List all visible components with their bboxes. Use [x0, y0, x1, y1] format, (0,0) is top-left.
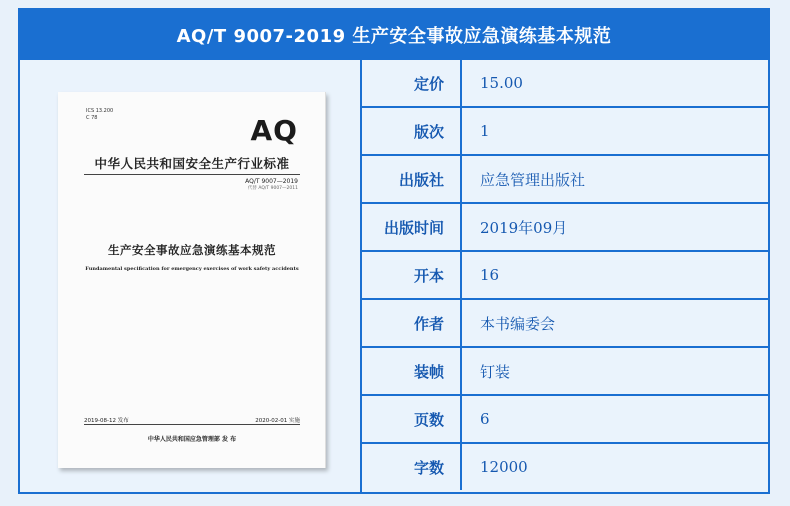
- spec-value: 12000: [480, 458, 528, 476]
- spec-label: 页数: [362, 396, 462, 442]
- spec-row-format: [362, 252, 768, 300]
- cover-implemented-date: 2020-02-01 实施: [255, 418, 300, 424]
- spec-row-price: [362, 60, 768, 108]
- spec-row-edition: [362, 108, 768, 156]
- cover-rule-bottom: [84, 424, 300, 425]
- spec-value: 1: [480, 122, 490, 140]
- cover-logo: AQ: [250, 114, 298, 147]
- cover-rule-top: [84, 174, 300, 175]
- cover-published-date: 2019-08-12 发布: [84, 418, 129, 424]
- spec-value: 6: [480, 410, 490, 428]
- cover-title-cn: 生产安全事故应急演练基本规范: [108, 243, 276, 257]
- spec-row-publish-date: [362, 204, 768, 252]
- cover-cell: [20, 60, 362, 492]
- cover-issuer: 中华人民共和国应急管理部 发 布: [147, 436, 237, 443]
- spec-label: 作者: [362, 300, 462, 346]
- spec-value: 钉装: [480, 362, 511, 381]
- spec-row-pages: [362, 396, 768, 444]
- product-info-panel: [18, 8, 770, 494]
- spec-label: 字数: [362, 444, 462, 490]
- spec-row-author: [362, 300, 768, 348]
- book-cover-image: [58, 92, 326, 468]
- spec-label: 装帧: [362, 348, 462, 394]
- spec-row-word-count: [362, 444, 768, 490]
- spec-value: 2019年09月: [480, 218, 568, 237]
- spec-label: 定价: [362, 60, 462, 106]
- cover-standard-series: 中华人民共和国安全生产行业标准: [94, 156, 290, 171]
- spec-value: 16: [480, 266, 500, 284]
- spec-label: 开本: [362, 252, 462, 298]
- spec-row-publisher: [362, 156, 768, 204]
- spec-value: 本书编委会: [480, 314, 556, 333]
- spec-label: 出版时间: [362, 204, 462, 250]
- cover-code: AQ/T 9007—2019 代替 AQ/T 9007—2011: [245, 178, 298, 191]
- spec-label: 出版社: [362, 156, 462, 202]
- spec-row-binding: [362, 348, 768, 396]
- page-title: AQ/T 9007-2019 生产安全事故应急演练基本规范: [20, 10, 768, 60]
- spec-table: [362, 60, 768, 490]
- spec-value: 应急管理出版社: [480, 170, 586, 189]
- cover-ics: ICS 13.200 C 78: [86, 108, 114, 121]
- spec-label: 版次: [362, 108, 462, 154]
- spec-value: 15.00: [480, 74, 523, 92]
- cover-title-en: Fundamental specification for emergency exercises of work safety accidents: [85, 266, 299, 272]
